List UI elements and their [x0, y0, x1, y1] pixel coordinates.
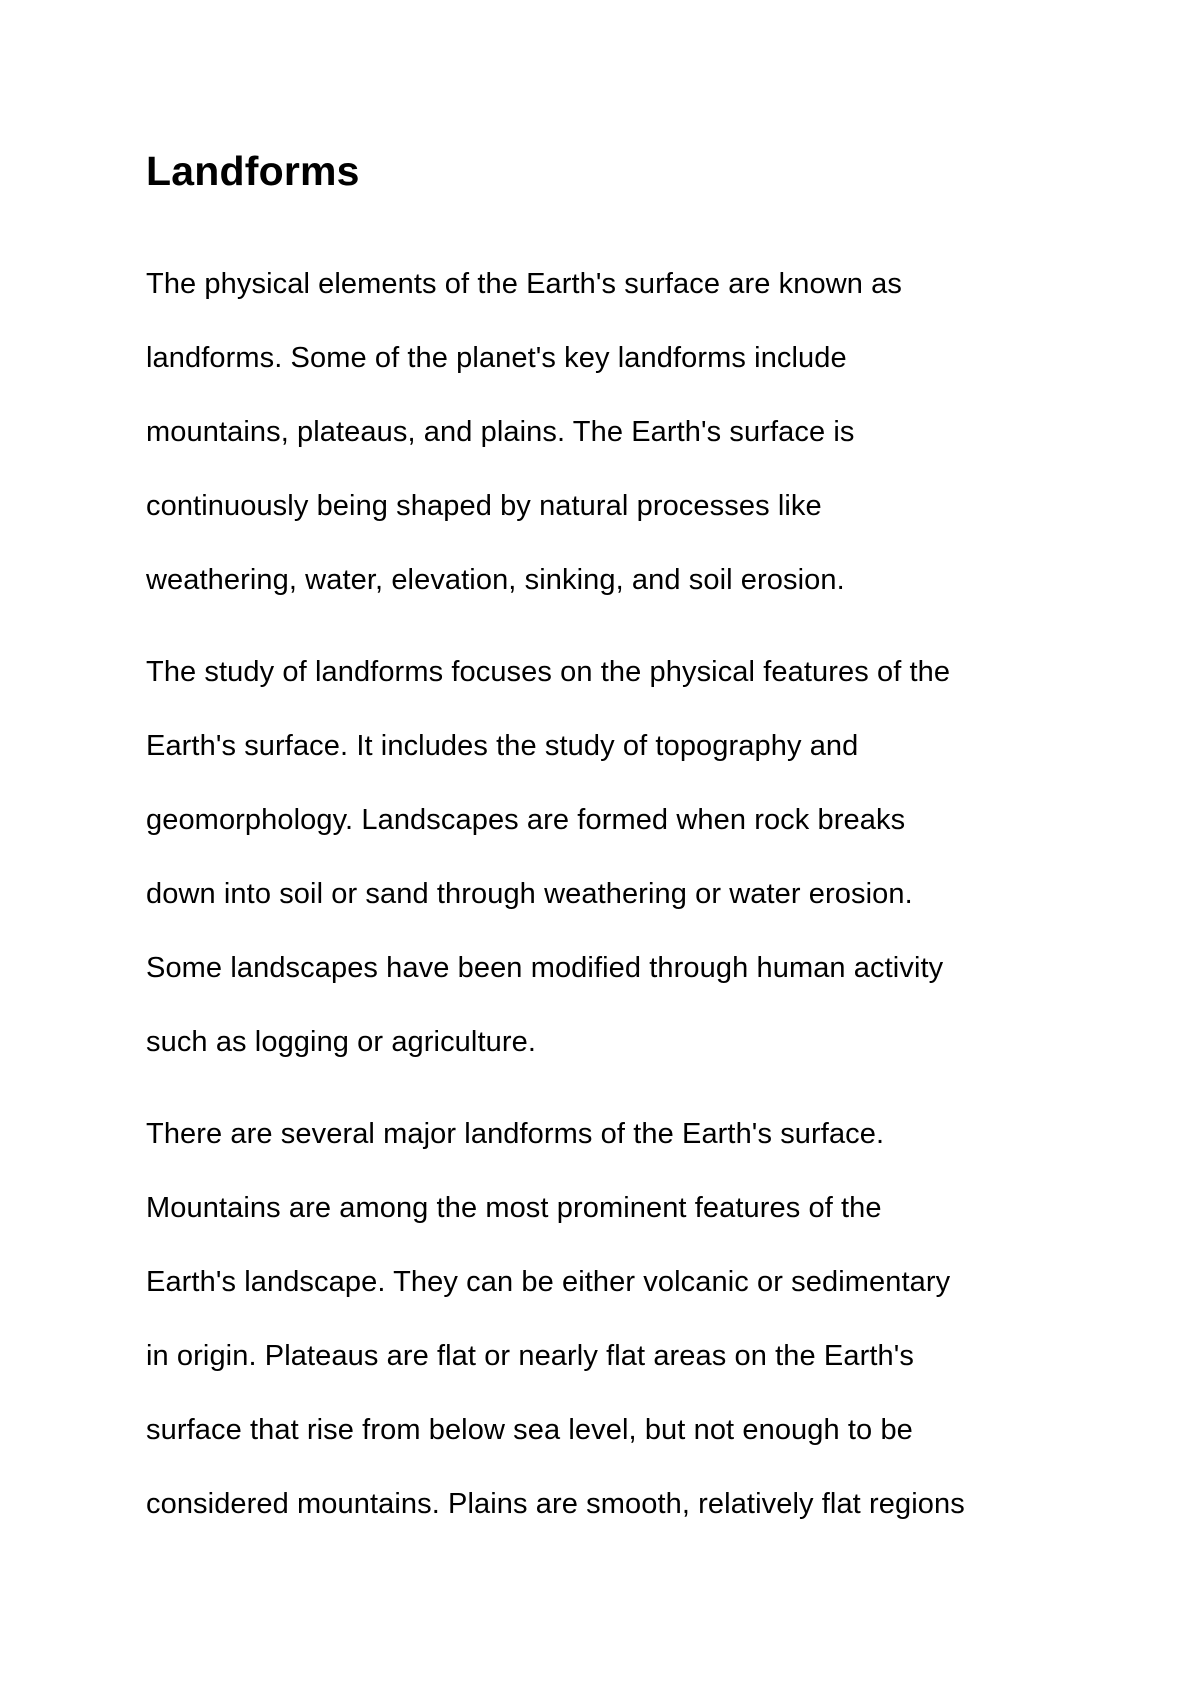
text-line: There are several major landforms of the Earth's surface. [146, 1118, 885, 1150]
text-line: The physical elements of the Earth's surface are known as [146, 268, 902, 300]
text-line: The study of landforms focuses on the physical features of the [146, 656, 951, 688]
text-line: Some landscapes have been modified through human activity [146, 952, 944, 984]
text-line: down into soil or sand through weathering or water erosion. [146, 878, 913, 910]
text-line: Mountains are among the most prominent features of the [146, 1192, 882, 1224]
text-line: such as logging or agriculture. [146, 1026, 536, 1058]
text-line: geomorphology. Landscapes are formed when rock breaks [146, 804, 906, 836]
text-line: considered mountains. Plains are smooth, relatively flat regions [146, 1488, 965, 1520]
text-line: continuously being shaped by natural processes like [146, 490, 822, 522]
text-line: in origin. Plateaus are flat or nearly flat areas on the Earth's [146, 1340, 914, 1372]
text-line: landforms. Some of the planet's key landforms include [146, 342, 847, 374]
text-line: weathering, water, elevation, sinking, and soil erosion. [146, 564, 845, 596]
text-line: mountains, plateaus, and plains. The Earth's surface is [146, 416, 855, 448]
page-title: Landforms [146, 148, 360, 194]
text-line: surface that rise from below sea level, but not enough to be [146, 1414, 913, 1446]
text-line: Earth's landscape. They can be either volcanic or sedimentary [146, 1266, 951, 1298]
text-line: Earth's surface. It includes the study of topography and [146, 730, 859, 762]
